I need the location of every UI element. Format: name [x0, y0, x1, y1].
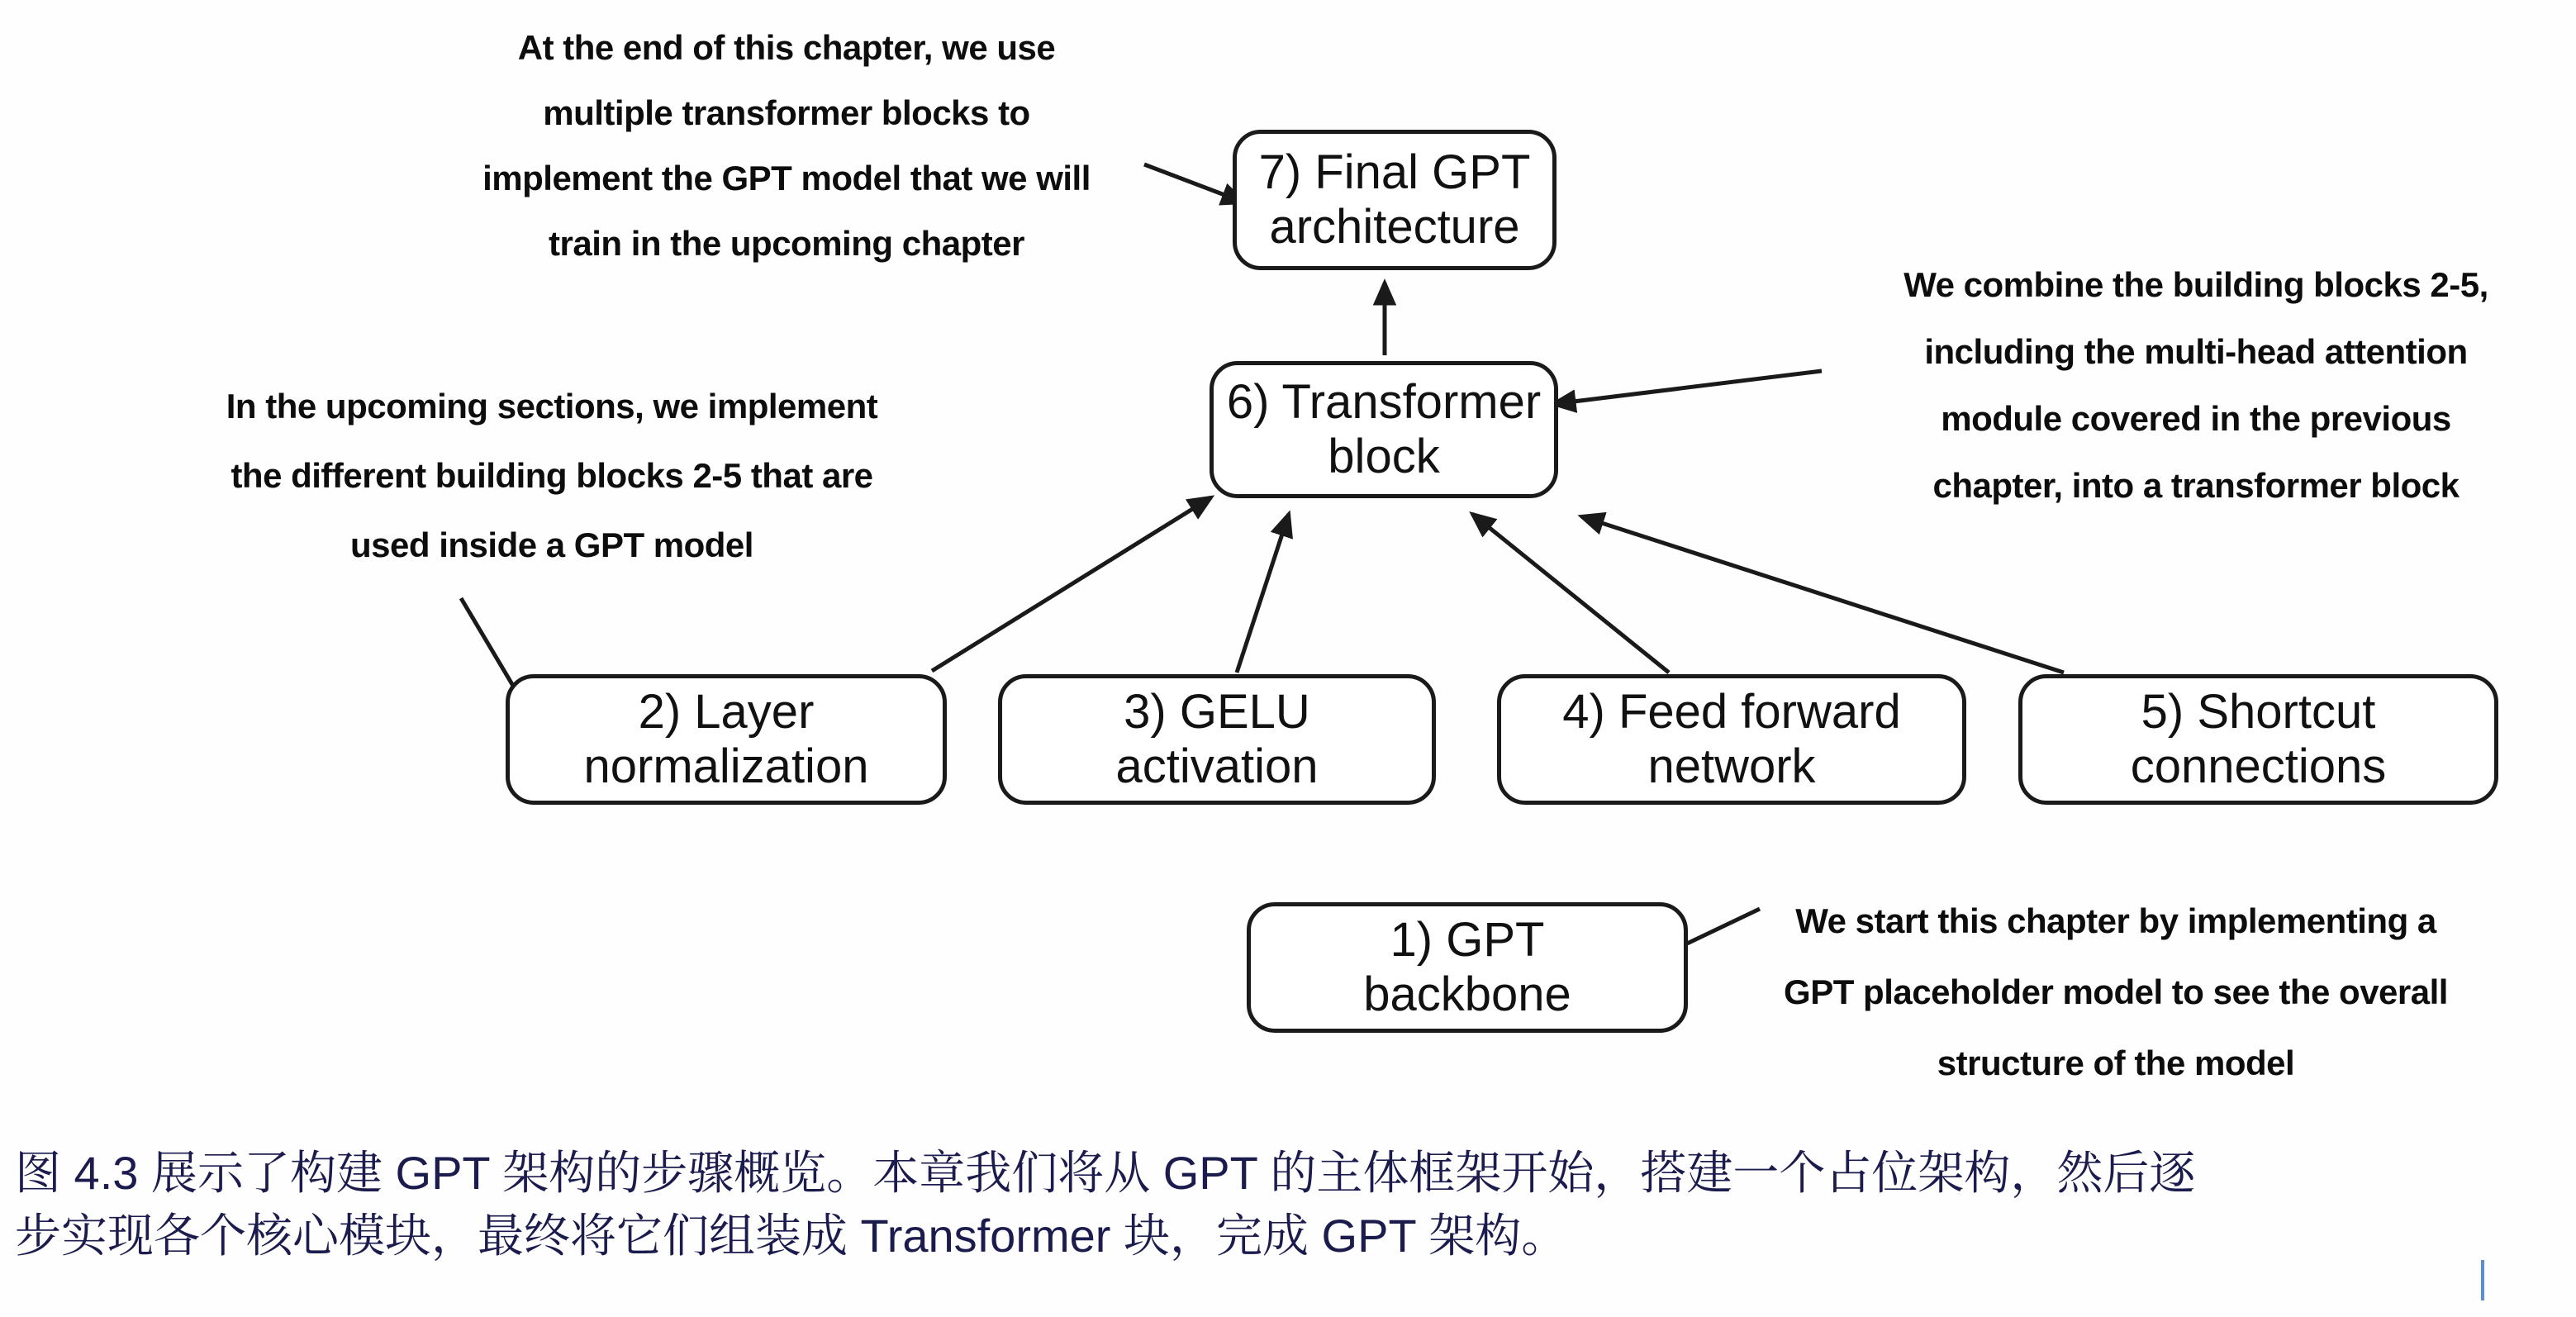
arrow-right-note-to-transformer — [1553, 371, 1822, 404]
box-label-line: architecture — [1269, 200, 1520, 254]
box-label-line: backbone — [1363, 968, 1571, 1021]
note-line: At the end of this chapter, we use — [517, 28, 1056, 67]
note-line: module covered in the previous — [1941, 399, 2451, 438]
note-final-gpt — [413, 15, 1160, 276]
caption-line: 步实现各个核心模块，最终将它们组装成 Transformer 块，完成 GPT 架构。 — [15, 1210, 1568, 1262]
note-line: structure of the model — [1937, 1044, 2295, 1082]
box-shortcut-connections — [2018, 674, 2498, 805]
note-line: We combine the building blocks 2-5, — [1903, 265, 2488, 304]
figure-caption[interactable] — [15, 1142, 2568, 1267]
caption-line: 图 4.3 展示了构建 GPT 架构的步骤概览。本章我们将从 GPT 的主体框架开始，搭建一个占位架构，然后逐 — [15, 1147, 2196, 1199]
box-label-line: 7) Final GPT — [1258, 145, 1531, 199]
box-label-line: block — [1328, 430, 1440, 483]
box-label-line: 3) GELU — [1124, 685, 1310, 739]
note-building-blocks — [145, 372, 959, 580]
box-label-line: 1) GPT — [1390, 913, 1545, 967]
note-gpt-placeholder — [1731, 886, 2501, 1099]
box-label-line: activation — [1115, 739, 1319, 793]
note-line: We start this chapter by implementing a — [1795, 901, 2436, 940]
box-final-gpt-architecture — [1233, 130, 1557, 270]
note-line: the different building blocks 2-5 that are — [231, 456, 873, 495]
note-line: chapter, into a transformer block — [1932, 466, 2460, 505]
note-line: GPT placeholder model to see the overall — [1784, 972, 2448, 1011]
box-layer-normalization — [506, 674, 947, 805]
box-label-line: 6) Transformer — [1226, 375, 1542, 429]
box-feed-forward-network — [1497, 674, 1966, 805]
note-line: In the upcoming sections, we implement — [226, 387, 878, 426]
note-combine-blocks — [1818, 251, 2574, 519]
box-transformer-block — [1210, 361, 1558, 498]
box-label-line: 5) Shortcut — [2141, 685, 2376, 739]
arrow-feed-forward-to-transformer — [1472, 514, 1669, 673]
note-line: including the multi-head attention — [1924, 332, 2468, 371]
box-label-line: network — [1647, 739, 1816, 793]
box-label-line: normalization — [583, 739, 869, 793]
arrow-gelu-to-transformer — [1237, 514, 1289, 673]
text-cursor — [2481, 1260, 2484, 1300]
box-gelu-activation — [998, 674, 1436, 805]
box-label-line: connections — [2130, 739, 2387, 793]
note-line: used inside a GPT model — [350, 525, 753, 564]
arrow-shortcut-to-transformer — [1581, 516, 2064, 673]
box-gpt-backbone — [1247, 902, 1688, 1033]
box-label-line: 2) Layer — [638, 685, 815, 739]
box-label-line: 4) Feed forward — [1562, 685, 1901, 739]
note-line: implement the GPT model that we will — [482, 159, 1091, 197]
note-line: train in the upcoming chapter — [549, 224, 1024, 263]
note-line: multiple transformer blocks to — [543, 93, 1030, 132]
arrow-layer-norm-to-transformer — [932, 497, 1211, 671]
